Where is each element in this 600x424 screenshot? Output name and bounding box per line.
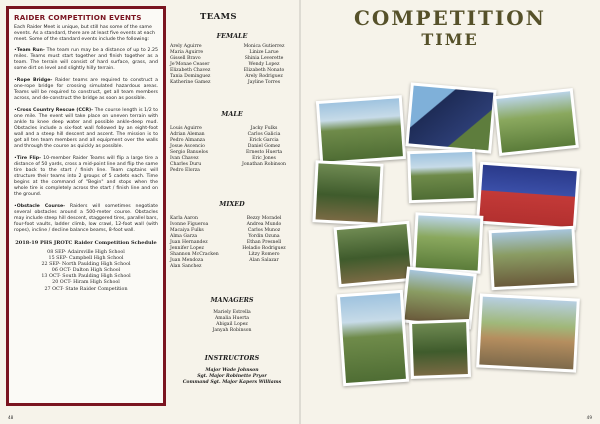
photo-image bbox=[316, 163, 381, 222]
page-number-right: 49 bbox=[586, 415, 592, 420]
photo-image bbox=[409, 86, 494, 151]
member-name: Bezzy Moradel bbox=[246, 216, 282, 221]
schedule-item: 20 OCT- Hiram High School bbox=[52, 280, 120, 286]
member-name: Erick Garcia bbox=[249, 138, 279, 143]
event-obstacle-course: •Obstacle Course- Raiders will sometimes negotiate several obstacles around a 500-meter course. Obstacles may include steep hill descent, staggered tires, parallel bars, four-foot vaults, ladder climb, low crawl, 12-foot wall (with ropes), incline / decline balance beams, 8-foot wall. bbox=[14, 204, 158, 233]
member-name: Louis Aguirre bbox=[170, 126, 202, 131]
member-name: Ethan Presnell bbox=[246, 240, 282, 245]
female-right-column bbox=[234, 44, 294, 86]
instructor-name: Major Wade Johnson bbox=[205, 368, 259, 373]
member-name: Pedro Elorza bbox=[170, 168, 200, 173]
member-name: Shannon McCracken bbox=[170, 252, 219, 257]
instructors-column bbox=[168, 368, 296, 386]
event-name: Team Run- bbox=[16, 48, 45, 53]
schedule-item: 13 OCT- South Paulding High School bbox=[41, 274, 131, 280]
member-name: Abigail Lopez bbox=[216, 322, 248, 327]
photo-image bbox=[416, 215, 481, 270]
photo-rope-bridge bbox=[334, 221, 415, 287]
event-text: The course length is 1/2 to one mile. The event will take place on uneven terrain with ankle to knee deep water and possible ankle-deep mud. Obstacles include a six-foot wall followed by an eight-foot wall and a steep hill descent and ascent. The mission is to get all ten team members and all equipment over the walls and through the course as quickly as possible. bbox=[14, 108, 158, 149]
schedule-item: 22 SEP- North Paulding High School bbox=[41, 262, 131, 268]
female-heading: FEMALE bbox=[216, 32, 248, 40]
title-line-1: COMPETITION bbox=[354, 6, 546, 30]
member-name: Charles Duru bbox=[170, 162, 202, 167]
mixed-roster bbox=[168, 216, 296, 272]
photo-flag bbox=[405, 82, 496, 153]
member-name: Jayline Torres bbox=[247, 80, 281, 85]
instructors-roster bbox=[168, 368, 296, 388]
schedule-item: 08 SEP- Adairsville High School bbox=[47, 250, 125, 255]
member-name: Daniel Gomez bbox=[247, 144, 281, 149]
member-name: Pedro Almanza bbox=[170, 138, 205, 143]
member-name: Sergio Banuelos bbox=[170, 150, 209, 155]
member-name: Juan Mendoza bbox=[170, 258, 204, 263]
event-name: Tire Flip- bbox=[16, 156, 42, 161]
member-name: Eric Jones bbox=[252, 156, 276, 161]
member-name: Wendy Lopez bbox=[248, 62, 280, 67]
member-name: Jennifer Lopez bbox=[170, 246, 204, 251]
member-name: Linize Larue bbox=[249, 50, 279, 55]
male-roster bbox=[168, 126, 296, 176]
member-name: Arely Rodriguez bbox=[245, 74, 283, 79]
photo-image bbox=[479, 165, 577, 227]
event-team-run: •Team Run- The team run may be a distance of up to 2.25 miles. Teams must start together and finish together as a team. The terrain will consist of hard surface, grass, and some dirt on level and slightly hilly terrain. bbox=[14, 48, 158, 71]
member-name: Litzy Romero bbox=[248, 252, 280, 257]
photo-image bbox=[412, 322, 468, 376]
title-line-2: TIME bbox=[421, 30, 479, 49]
event-cross-country-rescue: •Cross Country Rescue (CCR)- The course length is 1/2 to one mile. The event will take place on uneven terrain with ankle to knee deep water and possible ankle-deep mud. Obstacles include a six-foot wall followed by an eight-foot wall and a steep hill descent and ascent. The mission is to get all ten team members and all equipment over the walls and through the course as quickly as possible. bbox=[14, 108, 158, 149]
member-name: Gissell Bravo bbox=[170, 56, 201, 61]
member-name: Carlos Galicia bbox=[247, 132, 281, 137]
member-name: Ivonne Figueroa bbox=[170, 222, 209, 227]
managers-roster bbox=[168, 310, 296, 336]
photo-cadets-1 bbox=[312, 160, 383, 225]
member-name: Elizabeth Nonato bbox=[243, 68, 285, 73]
photo-image bbox=[319, 98, 403, 161]
female-left-column bbox=[170, 44, 232, 86]
member-name: Monica Gutierrez bbox=[243, 44, 285, 49]
member-name: Karla Aaron bbox=[170, 216, 199, 221]
schedule-title: 2018-19 PHS JROTC Raider Competition Schedule bbox=[15, 240, 157, 246]
member-name: Je'Monae Ceaser bbox=[170, 62, 210, 67]
photo-image bbox=[410, 152, 474, 200]
member-name: Jacky Fulks bbox=[250, 126, 278, 131]
member-name: Adrian Aleman bbox=[170, 132, 205, 137]
event-text: Raiders will sometimes negotiate several obstacles around a 500-meter course. Obstacles may include steep hill descent, staggered tires, parallel bars, four-foot vaults, ladder climb, low crawl, 12-foot wall (with ropes), incline / decline balance beams, 8-foot wall. bbox=[14, 204, 158, 233]
photo-team-run bbox=[316, 95, 406, 165]
member-name: Katherine Gamez bbox=[170, 80, 211, 85]
photo-image bbox=[479, 297, 576, 370]
event-name: Rope Bridge- bbox=[16, 78, 53, 83]
member-name: Josue Ascencio bbox=[170, 144, 205, 149]
photo-cadets-2 bbox=[407, 149, 477, 203]
mixed-heading: MIXED bbox=[219, 200, 245, 208]
event-rope-bridge: •Rope Bridge- Raider teams are required to construct a one-rope bridge for crossing simulated hazardous areas. Teams will be required to construct, get all team members across, and de-construct the bridge as soon as possible. bbox=[14, 78, 158, 101]
photo-group bbox=[413, 212, 484, 273]
photo-image bbox=[337, 224, 411, 284]
photo-obstacle bbox=[493, 88, 579, 156]
event-name: Cross Country Rescue (CCR)- bbox=[16, 108, 94, 113]
competition-schedule bbox=[14, 250, 158, 293]
member-name: Juan Hernandez bbox=[170, 240, 208, 245]
photo-image bbox=[496, 91, 575, 152]
member-name: Tania Dominguez bbox=[170, 74, 211, 79]
page-number-left: 48 bbox=[8, 415, 14, 420]
photo-image bbox=[340, 293, 406, 383]
event-text: 10-member Raider Teams will flip a large tire a distance of 50 yards, cross a mid-point line and flip the same tire back to the start / finish line. Team captains will structure their teams into 2 groups of 5 cadets each. Time begins at the command of "Begin" and stops when the whole tire is completely across the start / finish line and on the ground. bbox=[14, 156, 158, 197]
photo-tire-flip bbox=[488, 226, 577, 290]
member-name: Carlos Munoz bbox=[247, 228, 281, 233]
female-roster bbox=[168, 44, 296, 88]
male-heading: MALE bbox=[221, 110, 243, 118]
schedule-item: 06 OCT- Dalton High School bbox=[51, 268, 121, 274]
member-name: Alma Garza bbox=[170, 234, 198, 239]
events-intro: Each Raider Meet is unique, but still has some of the same events. As a standard, there are at least five events at each meet. Some of the standard events include the following: bbox=[14, 25, 155, 42]
member-name: Andrea Mundo bbox=[246, 222, 282, 227]
event-tire-flip: •Tire Flip- 10-member Raider Teams will flip a large tire a distance of 50 yards, cross a mid-point line and flip the same tire back to the start / finish line. Team captains will structure their teams into 2 groups of 5 cadets each. Time begins at the command of "Begin" and stops when the whole tire is completely across the start / finish line and on the ground. bbox=[14, 156, 158, 197]
member-name: Mariely Estrella bbox=[213, 310, 251, 315]
managers-heading: MANAGERS bbox=[210, 296, 254, 304]
photo-image bbox=[405, 270, 474, 326]
raider-events-box bbox=[6, 6, 166, 406]
member-name: Heladio Rodriguez bbox=[242, 246, 286, 251]
photo-climb bbox=[337, 290, 409, 386]
event-text: The team run may be a distance of up to 2.25 miles. Teams must start together and finish together as a team. The terrain will consist of hard surface, grass, and some dirt on level and slightly hilly terrain. bbox=[14, 48, 158, 71]
schedule-item: 27 OCT- State Raider Competition bbox=[44, 286, 128, 292]
member-name: Maria Aguirre bbox=[170, 50, 204, 55]
member-name: Macaiya Fulks bbox=[170, 228, 204, 233]
page-gutter bbox=[299, 0, 301, 424]
male-left-column bbox=[170, 126, 232, 174]
photo-image bbox=[492, 229, 575, 287]
instructors-heading: INSTRUCTORS bbox=[204, 354, 260, 362]
member-name: Alan Sanchez bbox=[170, 264, 202, 269]
events-heading: RAIDER COMPETITION EVENTS bbox=[14, 13, 142, 22]
member-name: Yordin Ozuna bbox=[248, 234, 280, 239]
schedule-item: 15 SEP- Campbell High School bbox=[48, 256, 124, 262]
member-name: Elizabeth Chavez bbox=[170, 68, 211, 73]
event-text: Raider teams are required to construct a one-rope bridge for crossing simulated hazardous areas. Teams will be required to construct, get all team members across, and de-construct the bridge as soon as possible. bbox=[14, 78, 158, 101]
member-name: Ivan Chavez bbox=[170, 156, 199, 161]
member-name: Jonathan Robinson bbox=[242, 162, 286, 167]
member-name: Janyah Robinson bbox=[212, 328, 252, 333]
male-right-column bbox=[234, 126, 294, 168]
teams-title: TEAMS bbox=[200, 12, 237, 22]
page-title bbox=[310, 6, 590, 50]
member-name: Alan Salazar bbox=[249, 258, 279, 263]
managers-column bbox=[168, 310, 296, 334]
photo-cheer bbox=[409, 319, 471, 379]
member-name: Arely Aguirre bbox=[170, 44, 202, 49]
event-name: Obstacle Course- bbox=[16, 204, 66, 209]
member-name: Ernesto Huerta bbox=[245, 150, 283, 155]
teams-roster bbox=[168, 8, 296, 408]
photo-finish bbox=[476, 293, 580, 372]
instructor-name: Command Sgt. Major Kapers Williams bbox=[182, 380, 282, 385]
mixed-left-column bbox=[170, 216, 232, 270]
member-name: Amalia Huerta bbox=[214, 316, 249, 321]
instructor-name: Sgt. Major Robinette Pryor bbox=[197, 374, 267, 379]
photo-awards bbox=[476, 162, 580, 231]
mixed-right-column bbox=[234, 216, 294, 264]
member-name: Shinia Leverette bbox=[244, 56, 284, 61]
